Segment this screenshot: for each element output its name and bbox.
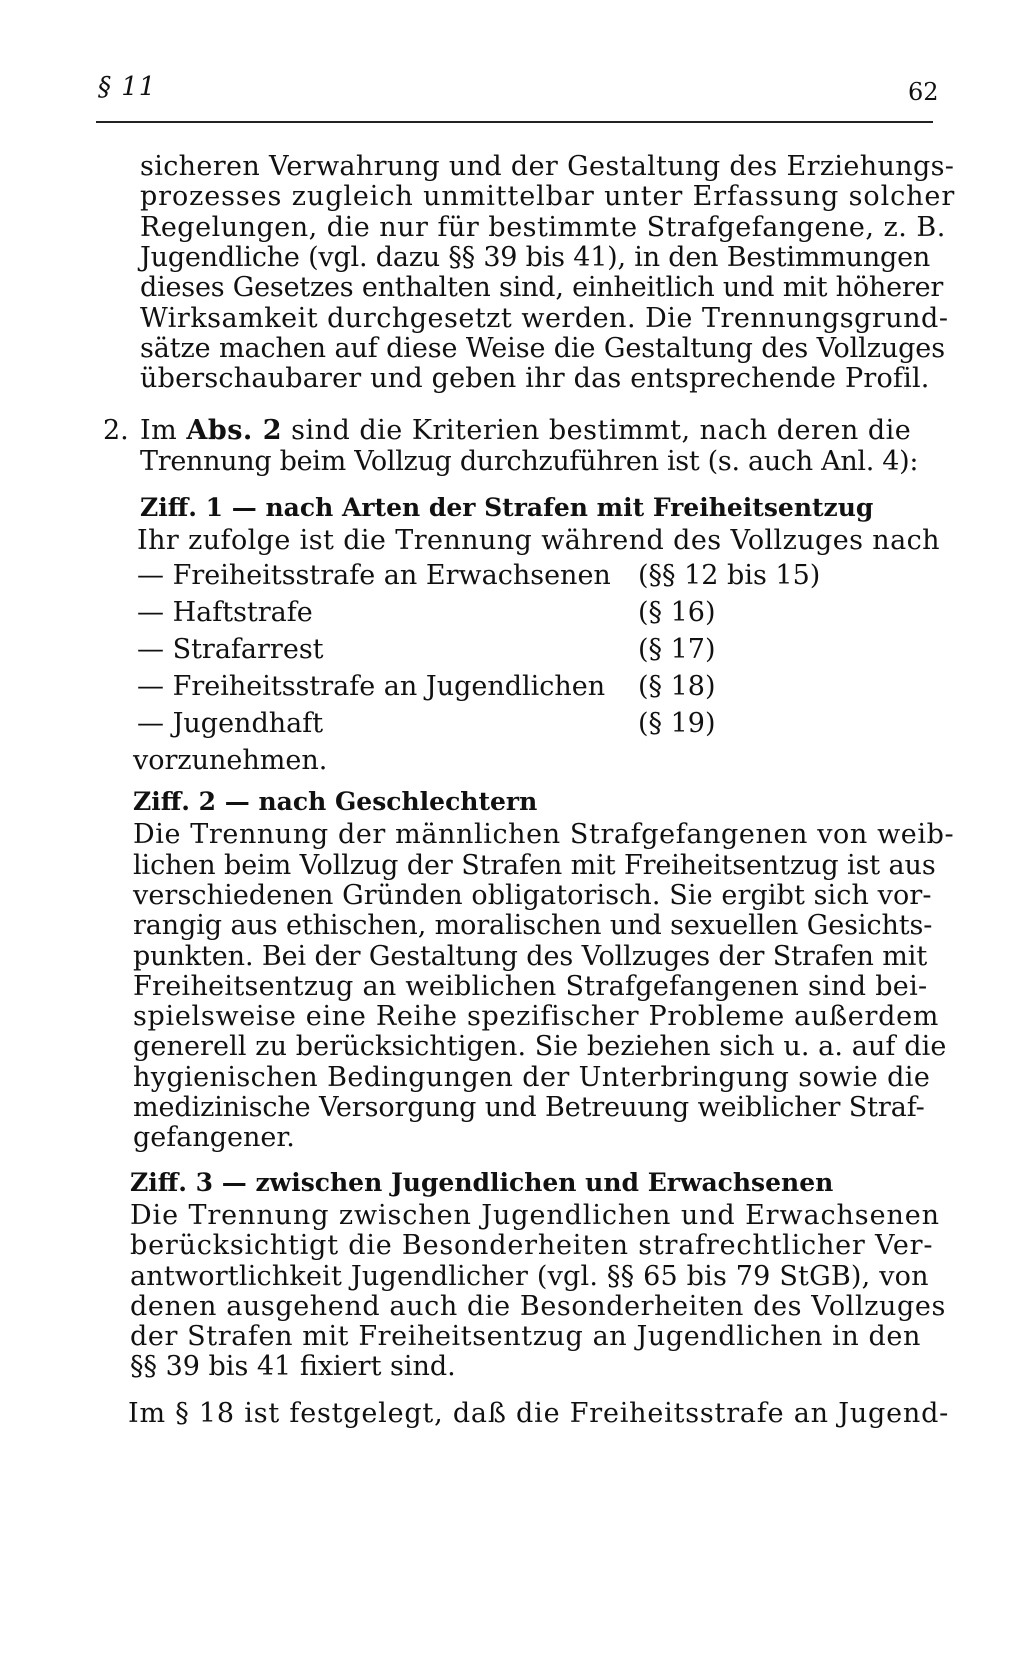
strafart-ref: (§ 17) bbox=[638, 634, 716, 665]
paragraph-line: sätze machen auf diese Weise die Gestaltung des Vollzuges bbox=[140, 333, 945, 364]
final-paragraph-line: Im § 18 ist festgelegt, daß die Freiheitsstrafe an Jugend- bbox=[128, 1398, 950, 1429]
header-divider bbox=[96, 121, 933, 123]
paragraph-line: Jugendliche (vgl. dazu §§ 39 bis 41), in den Bestimmungen bbox=[140, 242, 931, 273]
paragraph-line: antwortlichkeit Jugendlicher (vgl. §§ 65 bis 79 StGB), von bbox=[130, 1261, 929, 1292]
strafart-item: — Freiheitsstrafe an Erwachsenen bbox=[137, 560, 611, 591]
paragraph-line: spielsweise eine Reihe spezifischer Probleme außerdem bbox=[133, 1001, 940, 1032]
strafart-ref: (§ 18) bbox=[638, 671, 716, 702]
point-2-line-1 bbox=[140, 416, 911, 446]
ziff-2-heading: Ziff. 2 — nach Geschlechtern bbox=[133, 787, 538, 816]
paragraph-line: Wirksamkeit durchgesetzt werden. Die Trennungsgrund- bbox=[140, 303, 949, 334]
paragraph-line: sicheren Verwahrung und der Gestaltung des Erziehungs- bbox=[140, 151, 955, 182]
point-2-bold-ref: Abs. 2 bbox=[186, 415, 282, 446]
ziff-3-heading: Ziff. 3 — zwischen Jugendlichen und Erwachsenen bbox=[130, 1168, 834, 1197]
point-2-line-2: Trennung beim Vollzug durchzuführen ist (s. auch Anl. 4): bbox=[140, 446, 919, 477]
paragraph-line: prozesses zugleich unmittelbar unter Erfassung solcher bbox=[140, 181, 956, 212]
paragraph-line: dieses Gesetzes enthalten sind, einheitlich und mit höherer bbox=[140, 272, 944, 303]
strafart-ref: (§ 19) bbox=[638, 708, 716, 739]
paragraph-line: generell zu berücksichtigen. Sie beziehen sich u. a. auf die bbox=[133, 1031, 947, 1062]
strafart-item: — Haftstrafe bbox=[137, 597, 313, 628]
paragraph-line: medizinische Versorgung und Betreuung weiblicher Straf- bbox=[133, 1092, 925, 1123]
strafart-ref: (§ 16) bbox=[638, 597, 716, 628]
point-2-pre: Im bbox=[140, 415, 178, 446]
strafart-item: — Jugendhaft bbox=[137, 708, 324, 739]
paragraph-line: rangig aus ethischen, moralischen und sexuellen Gesichts- bbox=[133, 910, 933, 941]
paragraph-line: denen ausgehend auch die Besonderheiten des Vollzuges bbox=[130, 1291, 946, 1322]
strafart-item: — Strafarrest bbox=[137, 634, 324, 665]
paragraph-line: überschaubarer und geben ihr das entsprechende Profil. bbox=[140, 363, 930, 394]
strafart-item: — Freiheitsstrafe an Jugendlichen bbox=[137, 671, 606, 702]
ziff-1-heading: Ziff. 1 — nach Arten der Strafen mit Freiheitsentzug bbox=[140, 493, 874, 522]
paragraph-line: punkten. Bei der Gestaltung des Vollzuges der Strafen mit bbox=[133, 941, 928, 972]
paragraph-line: gefangener. bbox=[133, 1122, 295, 1153]
paragraph-line: berücksichtigt die Besonderheiten strafrechtlicher Ver- bbox=[130, 1230, 934, 1261]
ziff-1-intro: Ihr zufolge ist die Trennung während des Vollzuges nach bbox=[137, 525, 940, 556]
paragraph-line: hygienischen Bedingungen der Unterbringung sowie die bbox=[133, 1062, 931, 1093]
paragraph-line: Die Trennung der männlichen Strafgefangenen von weib- bbox=[133, 819, 955, 850]
strafart-ref: (§§ 12 bis 15) bbox=[638, 560, 821, 591]
point-2-rest: sind die Kriterien bestimmt, nach deren die bbox=[291, 415, 912, 446]
paragraph-line: Regelungen, die nur für bestimmte Strafgefangene, z. B. bbox=[140, 212, 946, 243]
paragraph-line: lichen beim Vollzug der Strafen mit Freiheitsentzug ist aus bbox=[133, 850, 936, 881]
paragraph-line: verschiedenen Gründen obligatorisch. Sie ergibt sich vor- bbox=[133, 880, 932, 911]
page-number: 62 bbox=[908, 78, 939, 106]
point-number: 2. bbox=[103, 415, 129, 446]
paragraph-line: Die Trennung zwischen Jugendlichen und Erwachsenen bbox=[130, 1200, 940, 1231]
section-header: § 11 bbox=[98, 72, 157, 102]
paragraph-line: §§ 39 bis 41 fixiert sind. bbox=[130, 1351, 456, 1382]
paragraph-line: Freiheitsentzug an weiblichen Strafgefangenen sind bei- bbox=[133, 971, 928, 1002]
ziff-1-closing: vorzunehmen. bbox=[133, 745, 328, 776]
paragraph-line: der Strafen mit Freiheitsentzug an Jugendlichen in den bbox=[130, 1321, 921, 1352]
